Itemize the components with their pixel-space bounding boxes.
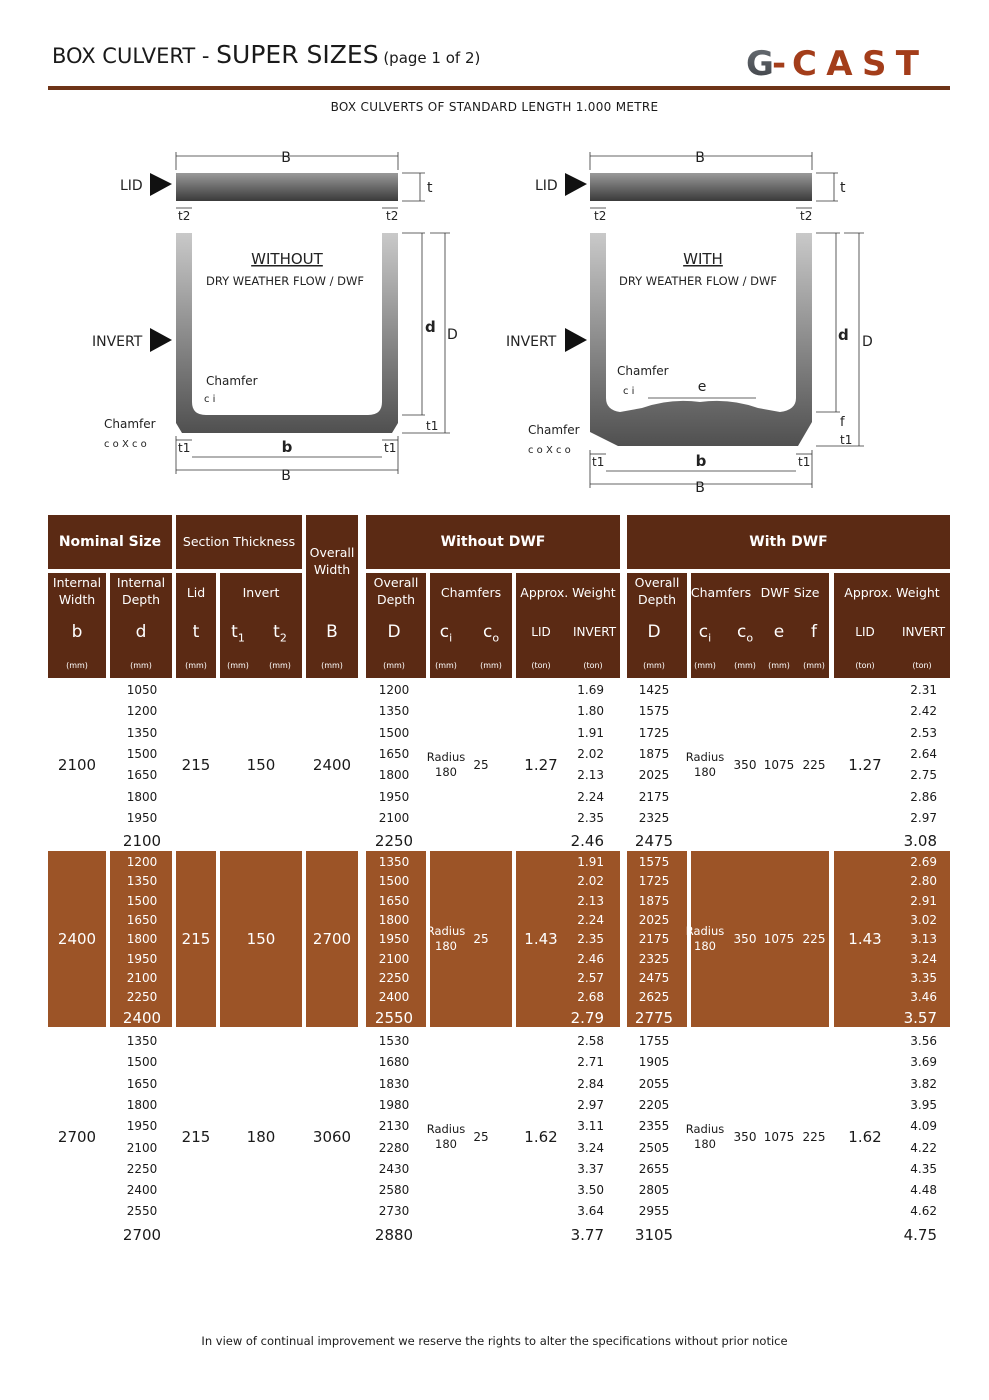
lid-label: LID bbox=[120, 178, 143, 194]
dwf-invert-weight: 4.22 bbox=[910, 1140, 937, 1155]
svg-text:t1: t1 bbox=[798, 455, 811, 469]
dwf-overall-depth: 2805 bbox=[638, 1183, 670, 1198]
overall-depth: 2100 bbox=[378, 951, 410, 966]
dwf-overall-depth: 2775 bbox=[634, 1009, 674, 1028]
svg-text:t2: t2 bbox=[800, 209, 813, 223]
sym-dwf-lid: LID bbox=[855, 625, 875, 639]
dim-t: t bbox=[427, 180, 433, 196]
dwf-overall-depth: 2205 bbox=[638, 1097, 670, 1112]
invert-weight: 1.80 bbox=[577, 704, 604, 719]
overall-depth: 2730 bbox=[378, 1204, 410, 1219]
internal-depth: 1350 bbox=[126, 874, 158, 889]
internal-depth: 1950 bbox=[126, 1119, 158, 1134]
svg-text:c o X c o: c o X c o bbox=[528, 445, 571, 456]
dwf-e: 1075 bbox=[763, 1129, 795, 1144]
svg-text:b: b bbox=[695, 452, 707, 470]
internal-depth: 1800 bbox=[126, 1097, 158, 1112]
svg-text:B: B bbox=[695, 480, 705, 496]
sym-dwf-D: D bbox=[647, 622, 661, 642]
chamfer-co: 25 bbox=[473, 757, 489, 772]
sym-t2: $t_2$ bbox=[273, 622, 287, 645]
overall-depth: 1830 bbox=[378, 1076, 410, 1091]
internal-depth: 2250 bbox=[126, 1161, 158, 1176]
lid-thickness: 215 bbox=[181, 755, 211, 774]
dwf-invert-weight: 3.35 bbox=[910, 970, 937, 985]
unit-ton: (ton) bbox=[855, 661, 875, 670]
overall-depth: 2430 bbox=[378, 1161, 410, 1176]
dwf-invert-weight: 3.46 bbox=[910, 990, 937, 1005]
hdr-dwf-approx-weight: Approx. Weight bbox=[834, 573, 950, 678]
sym-t1: $t_1$ bbox=[231, 622, 245, 645]
dwf-overall-depth: 2025 bbox=[638, 768, 670, 783]
svg-text:Chamfer: Chamfer bbox=[617, 364, 669, 378]
dwf-overall-depth: 2505 bbox=[638, 1140, 670, 1155]
unit-mm: (mm) bbox=[643, 661, 665, 670]
overall-depth: 1650 bbox=[378, 746, 410, 761]
radius bbox=[416, 924, 476, 954]
internal-depth: 1650 bbox=[126, 912, 158, 927]
svg-text:t2: t2 bbox=[178, 209, 191, 223]
internal-depth: 1950 bbox=[126, 810, 158, 825]
internal-depth: 1500 bbox=[126, 746, 158, 761]
dwf-invert-weight: 3.95 bbox=[910, 1097, 937, 1112]
dwf-invert-weight: 2.42 bbox=[910, 704, 937, 719]
invert-weight: 2.46 bbox=[577, 951, 604, 966]
dwf-invert-weight: 4.48 bbox=[910, 1183, 937, 1198]
invert-weight: 2.71 bbox=[577, 1055, 604, 1070]
svg-text:c o X c o: c o X c o bbox=[104, 439, 147, 450]
dwf-overall-depth: 1875 bbox=[638, 893, 670, 908]
dwf-invert-weight: 3.24 bbox=[910, 951, 937, 966]
chamfer-co: 25 bbox=[473, 1129, 489, 1144]
internal-depth: 1800 bbox=[126, 789, 158, 804]
dwf-invert-weight: 3.82 bbox=[910, 1076, 937, 1091]
sym-b: b bbox=[71, 622, 83, 642]
invert-weight: 3.24 bbox=[577, 1140, 604, 1155]
dwf-invert-weight: 2.80 bbox=[910, 874, 937, 889]
unit-mm: (mm) bbox=[768, 661, 790, 670]
sym-co: $c_o$ bbox=[482, 622, 500, 645]
invert-weight: 1.91 bbox=[577, 725, 604, 740]
invert-weight: 2.35 bbox=[577, 810, 604, 825]
svg-text:G: G bbox=[746, 44, 773, 80]
invert-thickness: 150 bbox=[246, 755, 276, 774]
internal-depth: 2400 bbox=[126, 1183, 158, 1198]
internal-depth: 1500 bbox=[126, 1055, 158, 1070]
hdr-chamfers: Chamfers bbox=[430, 573, 512, 678]
dwf-invert-weight: 3.69 bbox=[910, 1055, 937, 1070]
dwf-f: 225 bbox=[802, 757, 826, 772]
lid-thickness: 215 bbox=[181, 930, 211, 949]
invert-weight: 3.11 bbox=[577, 1119, 604, 1134]
svg-text:t1: t1 bbox=[178, 441, 191, 455]
dwf-overall-depth: 2955 bbox=[638, 1204, 670, 1219]
sym-dwf-invert: INVERT bbox=[902, 625, 946, 639]
dwf-invert-weight: 3.02 bbox=[910, 912, 937, 927]
dim-B-top: B bbox=[281, 150, 291, 166]
unit-ton: (ton) bbox=[531, 661, 551, 670]
diagram-with-dwf bbox=[506, 150, 873, 496]
radius-word: Radius bbox=[426, 924, 466, 939]
dwf-e: 1075 bbox=[763, 757, 795, 772]
svg-text:Chamfer: Chamfer bbox=[206, 374, 258, 388]
dwf-overall-depth: 1755 bbox=[638, 1034, 670, 1048]
sym-f: f bbox=[811, 622, 817, 642]
invert-weight: 2.79 bbox=[570, 1009, 604, 1028]
overall-depth: 2250 bbox=[378, 970, 410, 985]
internal-depth: 2400 bbox=[122, 1009, 162, 1028]
overall-depth: 1200 bbox=[378, 683, 410, 697]
invert-thickness: 150 bbox=[246, 930, 276, 949]
radius-word: Radius bbox=[426, 749, 466, 764]
svg-text:d: d bbox=[425, 318, 436, 336]
sym-invert: INVERT bbox=[573, 625, 617, 639]
invert-weight: 1.69 bbox=[577, 683, 604, 697]
dwf-overall-depth: 2625 bbox=[638, 990, 670, 1005]
dwf-overall-depth: 1905 bbox=[638, 1055, 670, 1070]
internal-depth: 1050 bbox=[126, 683, 158, 697]
dwf-overall-depth: 1875 bbox=[638, 746, 670, 761]
svg-text:D: D bbox=[862, 334, 873, 350]
unit-mm: (mm) bbox=[694, 661, 716, 670]
svg-text:c i: c i bbox=[623, 386, 635, 397]
dwf-overall-depth: 2175 bbox=[638, 789, 670, 804]
unit-ton: (ton) bbox=[583, 661, 603, 670]
invert-weight: 2.58 bbox=[577, 1034, 604, 1048]
overall-depth: 1680 bbox=[378, 1055, 410, 1070]
dwf-overall-depth: 2025 bbox=[638, 912, 670, 927]
hdr-approx-weight: Approx. Weight bbox=[516, 573, 620, 678]
svg-text:LID: LID bbox=[535, 178, 558, 194]
radius-value: 180 bbox=[694, 1136, 716, 1151]
internal-width: 2400 bbox=[57, 930, 97, 949]
invert-weight: 2.24 bbox=[577, 789, 604, 804]
hdr-section-thickness: Section Thickness bbox=[176, 515, 302, 569]
svg-text:WITH: WITH bbox=[683, 250, 723, 268]
dwf-invert-weight: 4.62 bbox=[910, 1204, 937, 1219]
dwf-overall-depth: 1725 bbox=[638, 874, 670, 889]
radius bbox=[416, 1122, 476, 1152]
svg-text:DRY WEATHER FLOW / DWF: DRY WEATHER FLOW / DWF bbox=[618, 274, 778, 288]
dwf-invert-weight: 4.75 bbox=[903, 1225, 937, 1244]
dwf-lid-weight: 1.27 bbox=[848, 755, 882, 774]
dwf-overall-depth: 2355 bbox=[638, 1119, 670, 1134]
radius-word: Radius bbox=[685, 924, 725, 939]
invert-weight: 2.35 bbox=[577, 932, 604, 947]
dwf-invert-weight: 3.57 bbox=[903, 1009, 937, 1028]
radius-value: 180 bbox=[694, 764, 716, 779]
svg-text:b: b bbox=[281, 438, 293, 456]
svg-text:CAST: CAST bbox=[792, 44, 918, 80]
lid-thickness: 215 bbox=[181, 1127, 211, 1146]
dwf-invert-weight: 2.53 bbox=[910, 725, 937, 740]
invert-weight: 2.57 bbox=[577, 970, 604, 985]
overall-depth: 2400 bbox=[378, 990, 410, 1005]
dwf-radius bbox=[675, 1122, 735, 1152]
diagram-without-dwf bbox=[92, 150, 458, 484]
dwf-chamfer-co: 350 bbox=[733, 932, 757, 947]
sym-d: d bbox=[135, 622, 147, 642]
radius-word: Radius bbox=[426, 1121, 466, 1136]
overall-depth: 1800 bbox=[378, 912, 410, 927]
lid-weight: 1.43 bbox=[524, 930, 558, 949]
overall-depth: 2880 bbox=[374, 1225, 414, 1244]
dwf-invert-weight: 2.69 bbox=[910, 855, 937, 869]
svg-text:Chamfer: Chamfer bbox=[528, 423, 580, 437]
unit-mm: (mm) bbox=[185, 661, 207, 670]
svg-text:t1: t1 bbox=[840, 433, 853, 447]
internal-width: 2100 bbox=[57, 755, 97, 774]
unit-mm: (mm) bbox=[435, 661, 457, 670]
dwf-chamfer-co: 350 bbox=[733, 1129, 757, 1144]
hdr-dwf-chamfers: Chamfers bbox=[691, 573, 751, 678]
unit-mm: (mm) bbox=[269, 661, 291, 670]
dwf-overall-depth: 2055 bbox=[638, 1076, 670, 1091]
lid-slab bbox=[176, 173, 398, 201]
dwf-invert-weight: 3.13 bbox=[910, 932, 937, 947]
invert-weight: 2.13 bbox=[577, 768, 604, 783]
dwf-invert-weight: 2.75 bbox=[910, 768, 937, 783]
internal-depth: 1650 bbox=[126, 768, 158, 783]
overall-depth: 2100 bbox=[378, 810, 410, 825]
invert-weight: 3.50 bbox=[577, 1183, 604, 1198]
svg-text:WITHOUT: WITHOUT bbox=[251, 250, 323, 268]
hdr-with-dwf: With DWF bbox=[627, 515, 950, 569]
overall-width: 2700 bbox=[312, 930, 352, 949]
dwf-invert-weight: 2.91 bbox=[910, 893, 937, 908]
internal-depth: 2700 bbox=[122, 1225, 162, 1244]
hdr-internal-depth: Internal Depth bbox=[110, 573, 172, 678]
sym-lid: LID bbox=[531, 625, 551, 639]
radius-value: 180 bbox=[435, 1136, 457, 1151]
dwf-overall-depth: 1575 bbox=[638, 704, 670, 719]
overall-depth: 2550 bbox=[374, 1009, 414, 1028]
page-title: BOX CULVERT - SUPER SIZES (page 1 of 2) bbox=[52, 40, 481, 69]
internal-depth: 2250 bbox=[126, 990, 158, 1005]
sym-D: D bbox=[387, 622, 401, 642]
invert-weight: 2.97 bbox=[577, 1097, 604, 1112]
internal-depth: 2100 bbox=[126, 1140, 158, 1155]
svg-text:Chamfer: Chamfer bbox=[104, 417, 156, 431]
internal-depth: 1800 bbox=[126, 932, 158, 947]
hdr-dwf-size: DWF Size bbox=[751, 573, 829, 678]
overall-depth: 1530 bbox=[378, 1034, 410, 1048]
invert-weight: 2.24 bbox=[577, 912, 604, 927]
overall-depth: 1500 bbox=[378, 725, 410, 740]
sym-t: t bbox=[192, 622, 200, 642]
svg-text:INVERT: INVERT bbox=[506, 334, 557, 350]
internal-depth: 2550 bbox=[126, 1204, 158, 1219]
svg-text:B: B bbox=[281, 468, 291, 484]
svg-text:t1: t1 bbox=[384, 441, 397, 455]
overall-depth: 2130 bbox=[378, 1119, 410, 1134]
dwf-overall-depth: 2325 bbox=[638, 951, 670, 966]
dwf-overall-depth: 1425 bbox=[638, 683, 670, 697]
footer-note: In view of continual improvement we reserve the rights to alter the specifications without prior notice bbox=[201, 1334, 788, 1348]
radius-word: Radius bbox=[685, 749, 725, 764]
dwf-overall-depth: 2475 bbox=[638, 970, 670, 985]
svg-text:d: d bbox=[838, 326, 849, 344]
header-rule bbox=[48, 86, 950, 90]
overall-depth: 1650 bbox=[378, 893, 410, 908]
dwf-f: 225 bbox=[802, 1129, 826, 1144]
unit-mm: (mm) bbox=[734, 661, 756, 670]
svg-text:-: - bbox=[772, 44, 787, 80]
overall-depth: 2580 bbox=[378, 1183, 410, 1198]
dwf-invert-weight: 4.35 bbox=[910, 1161, 937, 1176]
svg-text:f: f bbox=[840, 415, 845, 430]
sym-dwf-ci: $c_i$ bbox=[698, 622, 712, 645]
svg-text:t1: t1 bbox=[426, 419, 439, 433]
invert-weight: 1.91 bbox=[577, 855, 604, 869]
dwf-radius bbox=[675, 924, 735, 954]
overall-depth: 2280 bbox=[378, 1140, 410, 1155]
svg-text:t2: t2 bbox=[594, 209, 607, 223]
invert-weight: 2.46 bbox=[570, 832, 604, 851]
hdr-invert: Invert bbox=[220, 573, 302, 678]
dwf-lid-weight: 1.62 bbox=[848, 1127, 882, 1146]
unit-mm: (mm) bbox=[321, 661, 343, 670]
internal-depth: 2100 bbox=[126, 970, 158, 985]
radius-value: 180 bbox=[435, 939, 457, 954]
internal-width: 2700 bbox=[57, 1127, 97, 1146]
invert-thickness: 180 bbox=[246, 1127, 276, 1146]
dwf-f: 225 bbox=[802, 932, 826, 947]
radius-value: 180 bbox=[435, 764, 457, 779]
sym-B: B bbox=[326, 622, 338, 642]
invert-weight: 2.13 bbox=[577, 893, 604, 908]
overall-depth: 1350 bbox=[378, 855, 410, 869]
svg-text:D: D bbox=[447, 327, 458, 343]
internal-depth: 1500 bbox=[126, 893, 158, 908]
dwf-invert-weight: 2.97 bbox=[910, 810, 937, 825]
unit-mm: (mm) bbox=[383, 661, 405, 670]
dwf-overall-depth: 2655 bbox=[638, 1161, 670, 1176]
svg-text:t2: t2 bbox=[386, 209, 399, 223]
dwf-invert-weight: 3.08 bbox=[903, 832, 937, 851]
hdr-without-dwf: Without DWF bbox=[366, 515, 620, 569]
invert-weight: 3.64 bbox=[577, 1204, 604, 1219]
invert-arrow bbox=[150, 328, 172, 352]
svg-text:B: B bbox=[695, 150, 705, 166]
internal-depth: 1650 bbox=[126, 1076, 158, 1091]
dwf-radius bbox=[675, 750, 735, 780]
svg-text:t: t bbox=[840, 180, 846, 196]
dwf-invert-weight: 3.56 bbox=[910, 1034, 937, 1048]
sym-e: e bbox=[773, 622, 785, 642]
box-culvert-diagrams bbox=[80, 140, 880, 500]
overall-depth: 1950 bbox=[378, 789, 410, 804]
dwf-overall-depth: 1725 bbox=[638, 725, 670, 740]
unit-mm: (mm) bbox=[803, 661, 825, 670]
internal-depth: 1950 bbox=[126, 951, 158, 966]
internal-depth: 1200 bbox=[126, 855, 158, 869]
hdr-overall-depth: Overall Depth bbox=[366, 573, 426, 678]
invert-weight: 2.68 bbox=[577, 990, 604, 1005]
svg-text:t1: t1 bbox=[592, 455, 605, 469]
gcast-logo bbox=[746, 44, 924, 80]
invert-weight: 3.77 bbox=[570, 1225, 604, 1244]
lid-weight: 1.62 bbox=[524, 1127, 558, 1146]
invert-weight: 2.02 bbox=[577, 874, 604, 889]
sym-dwf-co: $c_o$ bbox=[736, 622, 754, 645]
dwf-overall-depth: 2475 bbox=[634, 832, 674, 851]
overall-depth: 1350 bbox=[378, 704, 410, 719]
svg-text:e: e bbox=[697, 379, 707, 395]
overall-width: 3060 bbox=[312, 1127, 352, 1146]
internal-depth: 1200 bbox=[126, 704, 158, 719]
unit-mm: (mm) bbox=[480, 661, 502, 670]
dwf-e: 1075 bbox=[763, 932, 795, 947]
lid-weight: 1.27 bbox=[524, 755, 558, 774]
sym-ci: $c_i$ bbox=[439, 622, 453, 645]
dwf-overall-depth: 2175 bbox=[638, 932, 670, 947]
dwf-invert-weight: 2.31 bbox=[910, 683, 937, 697]
svg-text:c i: c i bbox=[204, 394, 216, 405]
dwf-overall-depth: 3105 bbox=[634, 1225, 674, 1244]
hdr-lid: Lid bbox=[176, 573, 216, 678]
hdr-dwf-overall-depth: Overall Depth bbox=[627, 573, 687, 678]
dwf-lid-weight: 1.43 bbox=[848, 930, 882, 949]
hdr-overall-width: Overall Width bbox=[306, 515, 358, 678]
dwf-invert-weight: 2.64 bbox=[910, 746, 937, 761]
lid-arrow bbox=[150, 173, 172, 196]
overall-depth: 1950 bbox=[378, 932, 410, 947]
overall-depth: 2250 bbox=[374, 832, 414, 851]
svg-text:DRY WEATHER FLOW / DWF: DRY WEATHER FLOW / DWF bbox=[205, 274, 365, 288]
invert-weight: 2.84 bbox=[577, 1076, 604, 1091]
radius-word: Radius bbox=[685, 1121, 725, 1136]
dwf-overall-depth: 2325 bbox=[638, 810, 670, 825]
overall-width: 2400 bbox=[312, 755, 352, 774]
chamfer-co: 25 bbox=[473, 932, 489, 947]
unit-mm: (mm) bbox=[130, 661, 152, 670]
dwf-chamfer-co: 350 bbox=[733, 757, 757, 772]
unit-ton: (ton) bbox=[912, 661, 932, 670]
hdr-nominal-size: Nominal Size bbox=[48, 515, 172, 569]
overall-depth: 1800 bbox=[378, 768, 410, 783]
unit-mm: (mm) bbox=[227, 661, 249, 670]
subtitle: BOX CULVERTS OF STANDARD LENGTH 1.000 METRE bbox=[330, 100, 659, 114]
dwf-invert-weight: 4.09 bbox=[910, 1119, 937, 1134]
overall-depth: 1980 bbox=[378, 1097, 410, 1112]
invert-weight: 3.37 bbox=[577, 1161, 604, 1176]
internal-depth: 2100 bbox=[122, 832, 162, 851]
unit-mm: (mm) bbox=[66, 661, 88, 670]
dwf-invert-weight: 2.86 bbox=[910, 789, 937, 804]
dwf-overall-depth: 1575 bbox=[638, 855, 670, 869]
radius-value: 180 bbox=[694, 939, 716, 954]
svg-text:INVERT: INVERT bbox=[92, 334, 143, 350]
internal-depth: 1350 bbox=[126, 725, 158, 740]
internal-depth: 1350 bbox=[126, 1034, 158, 1048]
radius bbox=[416, 750, 476, 780]
hdr-internal-width: Internal Width bbox=[48, 573, 106, 678]
invert-weight: 2.02 bbox=[577, 746, 604, 761]
overall-depth: 1500 bbox=[378, 874, 410, 889]
